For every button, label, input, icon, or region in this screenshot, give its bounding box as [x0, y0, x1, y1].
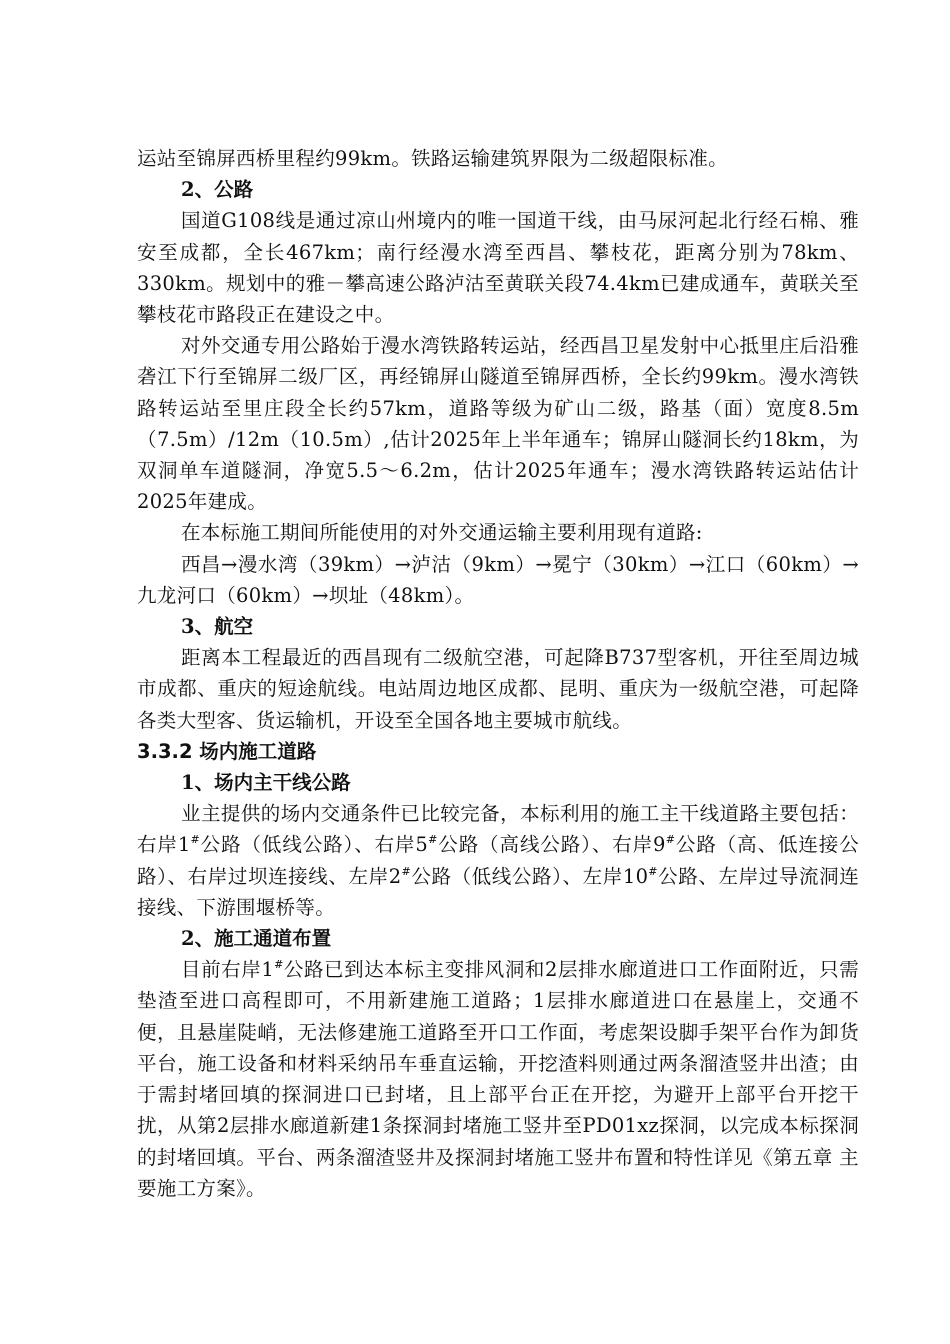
heading-access-layout: 2、施工通道布置	[181, 927, 332, 951]
superscript-mark: #	[665, 833, 676, 847]
paragraph-access-layout	[137, 954, 859, 1204]
superscript-mark: #	[428, 833, 438, 847]
superscript-mark: #	[274, 958, 284, 972]
text-segment: 业主提供的场内交通条件已比较完备，本标利用的施工主干线道路主要包括：右岸1	[137, 802, 859, 857]
section-heading-site-roads: 3.3.2 场内施工道路	[137, 739, 317, 763]
paragraph-airport: 距离本工程最近的西昌现有二级航空港，可起降B737型客机，开往至周边城市成都、重庆的短途航线。电站周边地区成都、昆明、重庆为一级航空港，可起降各类大型客、货运输机，开设至全国各地主要城市航线。	[137, 646, 859, 732]
paragraph-g108: 国道G108线是通过凉山州境内的唯一国道干线，由马尿河起北行经石棉、雅安至成都，全长467km；南行经漫水湾至西昌、攀枝花，距离分别为78km、330km。规划中的雅－攀高速公路泸沽至黄联关段74.4km已建成通车，黄联关至攀枝花市路段正在建设之中。	[137, 209, 859, 327]
paragraph-main-roads	[137, 798, 859, 923]
document-page	[137, 143, 859, 1204]
paragraph-railway-end: 运站至锦屏西桥里程约99km。铁路运输建筑界限为二级超限标准。	[137, 147, 728, 170]
paragraph-existing-roads-intro: 在本标施工期间所能使用的对外交通运输主要利用现有道路:	[181, 521, 703, 545]
superscript-mark: #	[648, 864, 658, 878]
superscript-mark: #	[401, 864, 412, 878]
text-segment: 公路已到达本标主变排风洞和2层排水廊道进口工作面附近，只需垫渣至进口高程即可，不用新建施工道路；1层排水廊道进口在悬崖上，交通不便，且悬崖陡峭，无法修建施工道路至开口工作面，考虑架设脚手架平台作为卸货平台，施工设备和材料采纳吊车垂直运输，开挖渣料则通过两条溜渣竖井出渣；由于需封堵回填的探洞进口已封堵，且上部平台正在开挖，为避开上部平台开挖干扰，从第2层排水廊道新建1条探洞封堵施工竖井至PD01xz探洞，以完成本标探洞的封堵回填。平台、两条溜渣竖井及探洞封堵施工竖井布置和特性详见《第五章 主要施工方案》。	[137, 958, 859, 1200]
text-segment: 公路（高线公路）、右岸9	[437, 833, 666, 857]
text-segment: 公路（低线公路）、左岸10	[411, 864, 649, 888]
text-segment: 目前右岸1	[181, 958, 275, 982]
text-segment: 公路（高、低连接公路）、右岸过坝连接线、左岸2	[137, 833, 860, 888]
paragraph-dedicated-road: 对外交通专用公路始于漫水湾铁路转运站，经西昌卫星发射中心抵里庄后沿雅砻江下行至锦屏二级厂区，再经锦屏山隧道至锦屏西桥，全长约99km。漫水湾铁路转运站至里庄段全长约57km，道路等级为矿山二级，路基（面）宽度8.5m（7.5m）/12m（10.5m）,估计2025年上半年通车；锦屏山隧洞长约18km，为双洞单车道隧洞，净宽5.5～6.2m，估计2025年通车；漫水湾铁路转运站估计2025年建成。	[137, 334, 859, 514]
heading-main-roads: 1、场内主干线公路	[181, 771, 351, 795]
superscript-mark: #	[190, 833, 201, 847]
text-segment: 公路、左岸过导流洞连接线、下游围堰桥等。	[137, 864, 859, 919]
paragraph-route: 西昌→漫水湾（39km）→泸沽（9km）→冕宁（30km）→江口（60km）→九龙河口（60km）→坝址（48km）。	[137, 552, 859, 607]
text-segment: 公路（低线公路）、右岸5	[200, 833, 429, 857]
heading-aviation: 3、航空	[181, 615, 254, 639]
heading-road: 2、公路	[181, 178, 254, 202]
